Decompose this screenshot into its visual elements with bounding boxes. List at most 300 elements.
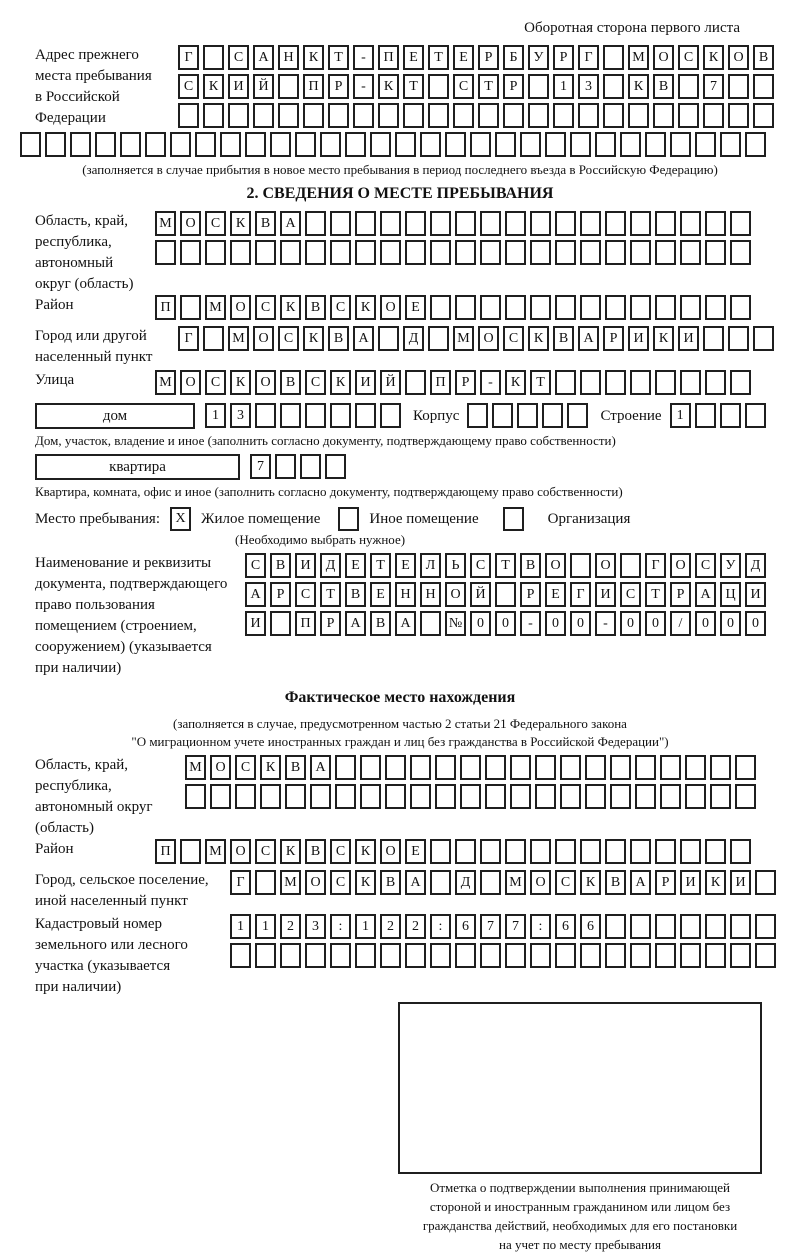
char-cell (345, 132, 366, 157)
char-cell (385, 755, 406, 780)
char-cell (555, 943, 576, 968)
char-cell: И (730, 870, 751, 895)
char-cell (653, 103, 674, 128)
char-cell: О (253, 326, 274, 351)
char-cell: № (445, 611, 466, 636)
char-cell (705, 914, 726, 939)
char-cell (655, 370, 676, 395)
prev-address-row1 (178, 45, 778, 70)
char-cell: С (555, 870, 576, 895)
char-cell: В (345, 582, 366, 607)
stroenie-cells (670, 403, 770, 428)
char-cell (495, 132, 516, 157)
char-cell: А (695, 582, 716, 607)
char-cell: И (355, 370, 376, 395)
char-cell (280, 943, 301, 968)
char-cell (203, 45, 224, 70)
char-cell: Р (670, 582, 691, 607)
char-cell (710, 755, 731, 780)
char-cell: 7 (703, 74, 724, 99)
region2-block (0, 755, 800, 839)
char-cell (730, 914, 751, 939)
char-cell (620, 132, 641, 157)
char-cell: И (295, 553, 316, 578)
char-cell: - (353, 74, 374, 99)
house-cells (205, 403, 405, 428)
char-cell: М (205, 839, 226, 864)
city2-block (0, 870, 800, 912)
char-cell (330, 403, 351, 428)
char-cell (580, 295, 601, 320)
char-cell (730, 943, 751, 968)
city2-label: Город, сельское поселение, иной населенный пункт (35, 872, 209, 909)
char-cell: Т (403, 74, 424, 99)
char-cell (753, 326, 774, 351)
char-cell: О (595, 553, 616, 578)
char-cell (275, 454, 296, 479)
char-cell (280, 403, 301, 428)
page-side-note: Оборотная сторона первого листа (524, 20, 740, 36)
section2-title: 2. СВЕДЕНИЯ О МЕСТЕ ПРЕБЫВАНИЯ (246, 185, 554, 202)
char-cell: С (470, 553, 491, 578)
char-cell (395, 132, 416, 157)
char-cell (680, 211, 701, 236)
char-cell (655, 914, 676, 939)
char-cell (580, 240, 601, 265)
char-cell (270, 132, 291, 157)
char-cell (630, 240, 651, 265)
char-cell (560, 755, 581, 780)
char-cell: - (595, 611, 616, 636)
char-cell (630, 914, 651, 939)
char-cell: Й (253, 74, 274, 99)
char-cell: К (330, 370, 351, 395)
prev-address-row3 (178, 103, 778, 128)
char-cell (405, 240, 426, 265)
residential-checkbox: X (170, 507, 191, 531)
char-cell: И (745, 582, 766, 607)
char-cell: Р (553, 45, 574, 70)
char-cell (745, 403, 766, 428)
apartment-row (35, 454, 800, 483)
char-cell (605, 914, 626, 939)
char-cell (405, 943, 426, 968)
char-cell (728, 326, 749, 351)
char-cell: П (303, 74, 324, 99)
char-cell: О (670, 553, 691, 578)
char-cell (228, 103, 249, 128)
char-cell: Р (455, 370, 476, 395)
district-block (0, 295, 800, 324)
char-cell: К (230, 211, 251, 236)
char-cell (230, 240, 251, 265)
char-cell (630, 370, 651, 395)
char-cell (335, 784, 356, 809)
char-cell: И (595, 582, 616, 607)
korpus-cells (467, 403, 592, 428)
char-cell: В (370, 611, 391, 636)
char-cell: Т (370, 553, 391, 578)
char-cell: К (280, 295, 301, 320)
char-cell (95, 132, 116, 157)
char-cell: Г (578, 45, 599, 70)
char-cell (430, 211, 451, 236)
char-cell (603, 103, 624, 128)
char-cell: А (280, 211, 301, 236)
char-cell (155, 240, 176, 265)
actual-location-note1: (заполняется в случае, предусмотренном частью 2 статьи 21 Федерального закона (173, 716, 627, 731)
char-cell (560, 784, 581, 809)
char-cell (542, 403, 563, 428)
char-cell (495, 582, 516, 607)
prev-address-note: (заполняется в случае прибытия в новое место пребывания в период последнего въезда в Российскую Федерацию) (82, 162, 718, 177)
char-cell: В (305, 295, 326, 320)
char-cell (530, 295, 551, 320)
char-cell: 3 (230, 403, 251, 428)
char-cell (235, 784, 256, 809)
char-cell (605, 211, 626, 236)
char-cell: 0 (695, 611, 716, 636)
char-cell: П (155, 839, 176, 864)
char-cell (510, 755, 531, 780)
city-block (0, 326, 800, 368)
char-cell: Е (405, 839, 426, 864)
char-cell (680, 295, 701, 320)
char-cell (280, 240, 301, 265)
char-cell: 7 (505, 914, 526, 939)
char-cell: А (353, 326, 374, 351)
char-cell (180, 240, 201, 265)
char-cell (678, 74, 699, 99)
district2-cells (155, 839, 755, 864)
char-cell: О (445, 582, 466, 607)
char-cell (255, 240, 276, 265)
char-cell (505, 295, 526, 320)
char-cell (680, 914, 701, 939)
char-cell (605, 839, 626, 864)
char-cell (628, 103, 649, 128)
char-cell: : (430, 914, 451, 939)
district-cells (155, 295, 755, 320)
char-cell: Т (645, 582, 666, 607)
organization-label: Организация (547, 511, 631, 527)
char-cell (705, 240, 726, 265)
char-cell: - (480, 370, 501, 395)
char-cell (655, 943, 676, 968)
char-cell (430, 839, 451, 864)
char-cell (730, 370, 751, 395)
char-cell (355, 403, 376, 428)
city-cells (178, 326, 778, 351)
char-cell: М (505, 870, 526, 895)
char-cell: О (478, 326, 499, 351)
char-cell: 1 (205, 403, 226, 428)
char-cell: У (720, 553, 741, 578)
char-cell: 6 (455, 914, 476, 939)
char-cell: - (353, 45, 374, 70)
char-cell (435, 784, 456, 809)
char-cell (428, 103, 449, 128)
char-cell: А (245, 582, 266, 607)
char-cell: 3 (305, 914, 326, 939)
char-cell (378, 326, 399, 351)
char-cell: С (278, 326, 299, 351)
char-cell: О (180, 211, 201, 236)
char-cell (460, 755, 481, 780)
char-cell (145, 132, 166, 157)
street-block (0, 370, 800, 399)
char-cell: 2 (405, 914, 426, 939)
char-cell (605, 295, 626, 320)
char-cell: В (753, 45, 774, 70)
region2-row1 (185, 755, 760, 780)
char-cell: 0 (620, 611, 641, 636)
char-cell (305, 943, 326, 968)
char-cell (170, 132, 191, 157)
prev-address-block (0, 45, 800, 132)
char-cell: А (253, 45, 274, 70)
char-cell: К (280, 839, 301, 864)
char-cell: К (355, 870, 376, 895)
char-cell: Д (403, 326, 424, 351)
char-cell (680, 943, 701, 968)
char-cell (730, 839, 751, 864)
char-cell: 6 (580, 914, 601, 939)
char-cell: Е (545, 582, 566, 607)
char-cell (703, 103, 724, 128)
char-cell: В (328, 326, 349, 351)
char-cell: 3 (578, 74, 599, 99)
char-cell (660, 755, 681, 780)
char-cell (295, 132, 316, 157)
char-cell: : (530, 914, 551, 939)
char-cell: К (230, 370, 251, 395)
char-cell: С (695, 553, 716, 578)
char-cell (620, 553, 641, 578)
char-cell (580, 370, 601, 395)
char-cell (405, 370, 426, 395)
char-cell (655, 839, 676, 864)
char-cell: В (270, 553, 291, 578)
char-cell (705, 943, 726, 968)
char-cell (728, 74, 749, 99)
char-cell: А (345, 611, 366, 636)
char-cell (430, 943, 451, 968)
char-cell: Т (328, 45, 349, 70)
char-cell (410, 784, 431, 809)
char-cell: Л (420, 553, 441, 578)
char-cell (420, 132, 441, 157)
region-row1 (155, 211, 755, 236)
char-cell: В (653, 74, 674, 99)
char-cell (485, 755, 506, 780)
region2-label: Область, край, республика, автономный округ (область) (35, 757, 153, 836)
house-type-box: дом (35, 403, 195, 429)
char-cell: М (155, 211, 176, 236)
char-cell (720, 132, 741, 157)
actual-location-title: Фактическое место нахождения (284, 689, 516, 706)
char-cell (728, 103, 749, 128)
char-cell: 0 (470, 611, 491, 636)
char-cell: Г (230, 870, 251, 895)
char-cell (530, 839, 551, 864)
char-cell (635, 755, 656, 780)
char-cell (703, 326, 724, 351)
char-cell (460, 784, 481, 809)
char-cell (685, 784, 706, 809)
char-cell (655, 211, 676, 236)
char-cell (695, 132, 716, 157)
char-cell (570, 132, 591, 157)
char-cell (203, 326, 224, 351)
char-cell (545, 132, 566, 157)
char-cell: Ц (720, 582, 741, 607)
apartment-note: Квартира, комната, офис и иное (заполнить согласно документу, подтверждающему право собственности) (35, 484, 623, 499)
char-cell (480, 240, 501, 265)
char-cell (730, 211, 751, 236)
char-cell: М (453, 326, 474, 351)
char-cell (45, 132, 66, 157)
region-block (0, 211, 800, 295)
char-cell (455, 295, 476, 320)
char-cell: С (245, 553, 266, 578)
char-cell (735, 784, 756, 809)
char-cell: С (453, 74, 474, 99)
char-cell: 2 (380, 914, 401, 939)
char-cell (755, 870, 776, 895)
char-cell: 1 (230, 914, 251, 939)
char-cell (660, 784, 681, 809)
char-cell: : (330, 914, 351, 939)
char-cell (630, 295, 651, 320)
char-cell (355, 240, 376, 265)
char-cell (555, 240, 576, 265)
char-cell (553, 103, 574, 128)
other-premises-checkbox (338, 507, 359, 531)
char-cell (505, 211, 526, 236)
doc-block (0, 553, 800, 679)
char-cell: 0 (645, 611, 666, 636)
char-cell: К (378, 74, 399, 99)
char-cell: А (578, 326, 599, 351)
city2-cells (230, 870, 780, 895)
char-cell (678, 103, 699, 128)
char-cell: О (230, 839, 251, 864)
char-cell: И (245, 611, 266, 636)
char-cell: Т (478, 74, 499, 99)
char-cell (330, 211, 351, 236)
char-cell (378, 103, 399, 128)
char-cell: С (503, 326, 524, 351)
char-cell (735, 755, 756, 780)
char-cell: П (378, 45, 399, 70)
residential-label: Жилое помещение (201, 511, 321, 527)
char-cell: 1 (553, 74, 574, 99)
char-cell (605, 240, 626, 265)
char-cell (720, 403, 741, 428)
char-cell (603, 74, 624, 99)
char-cell: 1 (670, 403, 691, 428)
char-cell: / (670, 611, 691, 636)
char-cell (455, 211, 476, 236)
char-cell (180, 295, 201, 320)
char-cell: 0 (545, 611, 566, 636)
char-cell (445, 132, 466, 157)
char-cell (330, 943, 351, 968)
char-cell: К (355, 295, 376, 320)
char-cell (630, 943, 651, 968)
char-cell (245, 132, 266, 157)
char-cell (753, 103, 774, 128)
char-cell: О (380, 295, 401, 320)
cadastral-row1 (230, 914, 780, 939)
region-row2 (155, 240, 755, 265)
char-cell: Р (328, 74, 349, 99)
char-cell: М (155, 370, 176, 395)
char-cell (655, 240, 676, 265)
char-cell (353, 103, 374, 128)
char-cell (253, 103, 274, 128)
char-cell (210, 784, 231, 809)
char-cell: О (305, 870, 326, 895)
char-cell: П (155, 295, 176, 320)
char-cell (380, 403, 401, 428)
char-cell (385, 784, 406, 809)
char-cell: 7 (250, 454, 271, 479)
char-cell: Г (570, 582, 591, 607)
char-cell: 6 (555, 914, 576, 939)
char-cell (203, 103, 224, 128)
char-cell (730, 240, 751, 265)
char-cell (705, 211, 726, 236)
char-cell (580, 211, 601, 236)
doc-label: Наименование и реквизиты документа, подтверждающего право пользования помещением (строением, сооружением) (указывается при наличии) (35, 555, 228, 676)
char-cell: К (505, 370, 526, 395)
char-cell: Г (178, 326, 199, 351)
char-cell (530, 211, 551, 236)
char-cell: Н (420, 582, 441, 607)
char-cell: П (430, 370, 451, 395)
char-cell (205, 240, 226, 265)
char-cell (405, 211, 426, 236)
char-cell: 1 (355, 914, 376, 939)
char-cell: В (553, 326, 574, 351)
char-cell (20, 132, 41, 157)
char-cell: У (528, 45, 549, 70)
char-cell (555, 295, 576, 320)
char-cell (230, 943, 251, 968)
char-cell (355, 211, 376, 236)
char-cell: Е (345, 553, 366, 578)
region-cells (155, 211, 755, 269)
stay-type-note: (Необходимо выбрать нужное) (235, 532, 406, 547)
char-cell: М (628, 45, 649, 70)
char-cell (180, 839, 201, 864)
char-cell: Р (503, 74, 524, 99)
char-cell: Т (530, 370, 551, 395)
char-cell (635, 784, 656, 809)
char-cell (270, 611, 291, 636)
char-cell (580, 839, 601, 864)
char-cell (355, 943, 376, 968)
char-cell (605, 943, 626, 968)
char-cell: 1 (255, 914, 276, 939)
char-cell: К (260, 755, 281, 780)
char-cell: К (705, 870, 726, 895)
char-cell: М (280, 870, 301, 895)
char-cell (278, 74, 299, 99)
char-cell: В (605, 870, 626, 895)
